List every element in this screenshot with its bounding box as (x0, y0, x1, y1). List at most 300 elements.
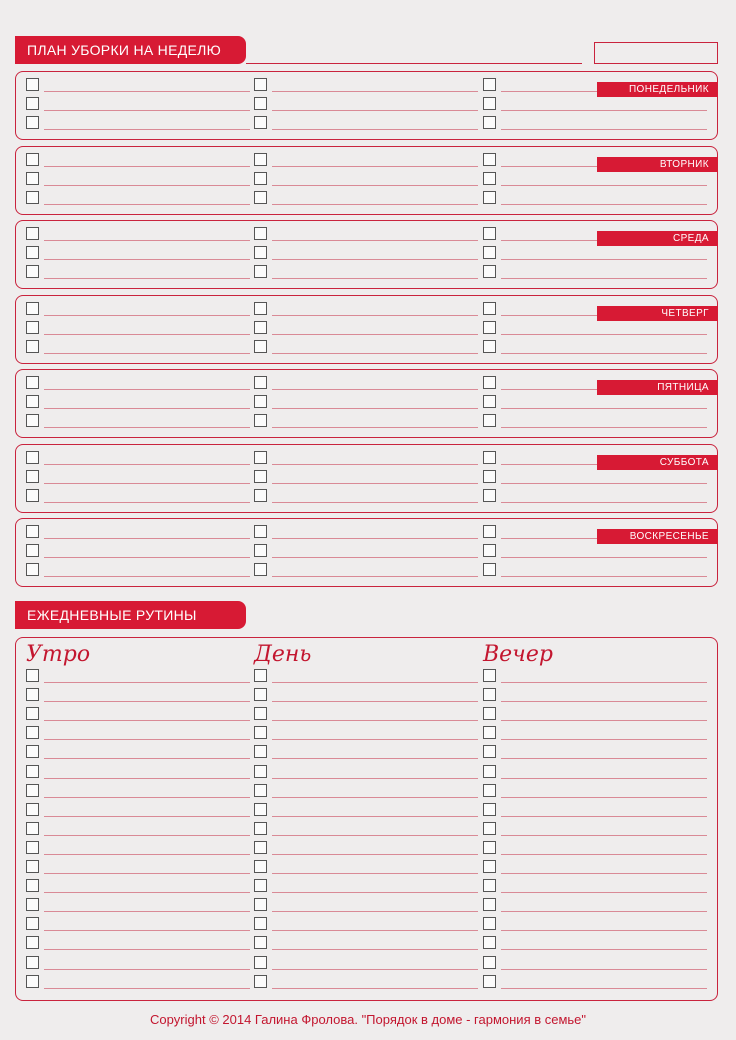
task-checkbox[interactable] (26, 765, 39, 778)
task-checkbox[interactable] (254, 97, 267, 110)
task-checkbox[interactable] (254, 191, 267, 204)
task-checkbox[interactable] (483, 97, 496, 110)
task-checkbox[interactable] (254, 489, 267, 502)
task-checkbox[interactable] (483, 172, 496, 185)
day-task-row (254, 395, 480, 410)
task-checkbox[interactable] (26, 544, 39, 557)
task-checkbox[interactable] (254, 563, 267, 576)
task-line[interactable] (44, 185, 250, 186)
day-task-row (26, 191, 252, 206)
day-task-row (26, 227, 252, 242)
task-line[interactable] (501, 949, 707, 950)
task-checkbox[interactable] (26, 302, 39, 315)
task-checkbox[interactable] (26, 669, 39, 682)
task-line[interactable] (44, 835, 250, 836)
task-line[interactable] (44, 389, 250, 390)
task-checkbox[interactable] (254, 340, 267, 353)
task-checkbox[interactable] (483, 917, 496, 930)
task-line[interactable] (44, 557, 250, 558)
day-task-row (26, 544, 252, 559)
task-checkbox[interactable] (254, 688, 267, 701)
routine-task-row (254, 707, 480, 722)
task-checkbox[interactable] (483, 116, 496, 129)
task-line[interactable] (501, 576, 707, 577)
task-line[interactable] (272, 240, 478, 241)
task-line[interactable] (272, 110, 478, 111)
task-line[interactable] (272, 483, 478, 484)
day-task-row (254, 376, 480, 391)
task-checkbox[interactable] (26, 376, 39, 389)
task-line[interactable] (44, 483, 250, 484)
day-task-row (254, 302, 480, 317)
task-line[interactable] (44, 464, 250, 465)
day-label: ПЯТНИЦА (597, 380, 718, 395)
task-checkbox[interactable] (26, 784, 39, 797)
task-line[interactable] (44, 259, 250, 260)
task-checkbox[interactable] (483, 451, 496, 464)
task-checkbox[interactable] (26, 707, 39, 720)
routine-task-row (254, 745, 480, 760)
task-line[interactable] (44, 427, 250, 428)
task-checkbox[interactable] (483, 489, 496, 502)
task-checkbox[interactable] (483, 707, 496, 720)
task-checkbox[interactable] (483, 803, 496, 816)
task-checkbox[interactable] (483, 563, 496, 576)
day-label: СУББОТА (597, 455, 718, 470)
routine-task-row (483, 726, 709, 741)
task-line[interactable] (272, 816, 478, 817)
task-checkbox[interactable] (254, 470, 267, 483)
task-line[interactable] (272, 91, 478, 92)
task-line[interactable] (272, 969, 478, 970)
routine-task-row (483, 688, 709, 703)
task-line[interactable] (44, 110, 250, 111)
task-line[interactable] (272, 538, 478, 539)
footer-copyright: Copyright © 2014 Галина Фролова. "Порядок в доме - гармония в семье" (149, 1012, 587, 1027)
task-line[interactable] (501, 854, 707, 855)
routine-task-row (483, 707, 709, 722)
task-checkbox[interactable] (254, 745, 267, 758)
task-checkbox[interactable] (254, 414, 267, 427)
task-line[interactable] (44, 758, 250, 759)
routine-task-row (483, 879, 709, 894)
task-line[interactable] (44, 778, 250, 779)
task-line[interactable] (501, 408, 707, 409)
routine-task-row (26, 936, 252, 951)
task-checkbox[interactable] (254, 451, 267, 464)
task-checkbox[interactable] (254, 841, 267, 854)
task-line[interactable] (272, 427, 478, 428)
task-checkbox[interactable] (254, 879, 267, 892)
routine-task-row (26, 784, 252, 799)
task-line[interactable] (272, 259, 478, 260)
task-checkbox[interactable] (26, 841, 39, 854)
task-line[interactable] (44, 949, 250, 950)
task-line[interactable] (501, 204, 707, 205)
task-line[interactable] (272, 129, 478, 130)
task-checkbox[interactable] (483, 841, 496, 854)
task-line[interactable] (272, 682, 478, 683)
task-line[interactable] (44, 720, 250, 721)
task-line[interactable] (501, 720, 707, 721)
task-line[interactable] (44, 538, 250, 539)
task-line[interactable] (44, 576, 250, 577)
task-line[interactable] (501, 892, 707, 893)
task-checkbox[interactable] (254, 321, 267, 334)
task-checkbox[interactable] (26, 525, 39, 538)
task-checkbox[interactable] (483, 745, 496, 758)
task-checkbox[interactable] (26, 97, 39, 110)
task-line[interactable] (501, 185, 707, 186)
day-label: ВТОРНИК (597, 157, 718, 172)
task-line[interactable] (272, 797, 478, 798)
task-line[interactable] (501, 739, 707, 740)
task-checkbox[interactable] (483, 669, 496, 682)
task-line[interactable] (501, 797, 707, 798)
day-task-row (483, 321, 709, 336)
task-checkbox[interactable] (26, 726, 39, 739)
task-line[interactable] (44, 353, 250, 354)
task-checkbox[interactable] (26, 822, 39, 835)
task-checkbox[interactable] (26, 265, 39, 278)
task-checkbox[interactable] (26, 172, 39, 185)
task-line[interactable] (501, 873, 707, 874)
task-line[interactable] (44, 816, 250, 817)
day-task-row (26, 321, 252, 336)
date-box[interactable] (594, 42, 718, 64)
task-line[interactable] (272, 502, 478, 503)
task-checkbox[interactable] (254, 803, 267, 816)
task-checkbox[interactable] (26, 688, 39, 701)
task-checkbox[interactable] (483, 898, 496, 911)
task-line[interactable] (44, 701, 250, 702)
task-line[interactable] (272, 408, 478, 409)
task-checkbox[interactable] (483, 302, 496, 315)
day-task-row (254, 97, 480, 112)
day-task-row (254, 489, 480, 504)
task-line[interactable] (44, 240, 250, 241)
task-checkbox[interactable] (26, 451, 39, 464)
task-line[interactable] (501, 353, 707, 354)
task-line[interactable] (44, 797, 250, 798)
task-checkbox[interactable] (483, 414, 496, 427)
routine-task-row (254, 898, 480, 913)
task-checkbox[interactable] (26, 246, 39, 259)
task-line[interactable] (501, 969, 707, 970)
task-line[interactable] (272, 185, 478, 186)
task-line[interactable] (272, 334, 478, 335)
task-line[interactable] (501, 988, 707, 989)
task-line[interactable] (501, 682, 707, 683)
day-task-row (26, 525, 252, 540)
task-line[interactable] (272, 739, 478, 740)
routine-task-row (483, 669, 709, 684)
task-line[interactable] (44, 334, 250, 335)
task-line[interactable] (501, 835, 707, 836)
task-checkbox[interactable] (483, 153, 496, 166)
task-checkbox[interactable] (483, 525, 496, 538)
day-task-row (26, 116, 252, 131)
task-checkbox[interactable] (483, 544, 496, 557)
task-line[interactable] (44, 930, 250, 931)
routine-task-row (26, 822, 252, 837)
day-task-row (26, 246, 252, 261)
task-line[interactable] (501, 129, 707, 130)
task-checkbox[interactable] (254, 78, 267, 91)
task-line[interactable] (272, 701, 478, 702)
task-checkbox[interactable] (483, 191, 496, 204)
task-line[interactable] (501, 259, 707, 260)
daily-routines-title (15, 601, 246, 629)
routine-task-row (26, 803, 252, 818)
routine-task-row (254, 956, 480, 971)
task-line[interactable] (272, 464, 478, 465)
routine-task-row (26, 669, 252, 684)
task-checkbox[interactable] (483, 860, 496, 873)
task-checkbox[interactable] (483, 227, 496, 240)
task-checkbox[interactable] (26, 489, 39, 502)
task-line[interactable] (501, 758, 707, 759)
day-task-row (483, 340, 709, 355)
task-line[interactable] (501, 816, 707, 817)
task-line[interactable] (44, 988, 250, 989)
task-line[interactable] (272, 778, 478, 779)
task-checkbox[interactable] (26, 470, 39, 483)
day-label: СРЕДА (597, 231, 718, 246)
task-checkbox[interactable] (26, 227, 39, 240)
task-checkbox[interactable] (26, 321, 39, 334)
day-label: ЧЕТВЕРГ (597, 306, 718, 321)
day-task-row (254, 153, 480, 168)
task-checkbox[interactable] (483, 956, 496, 969)
task-line[interactable] (272, 930, 478, 931)
task-line[interactable] (44, 873, 250, 874)
task-line[interactable] (272, 911, 478, 912)
task-line[interactable] (272, 557, 478, 558)
task-checkbox[interactable] (254, 153, 267, 166)
task-line[interactable] (44, 408, 250, 409)
task-line[interactable] (44, 682, 250, 683)
task-checkbox[interactable] (254, 726, 267, 739)
task-checkbox[interactable] (254, 302, 267, 315)
routine-heading-evening: Вечер (483, 642, 553, 667)
task-line[interactable] (272, 758, 478, 759)
task-checkbox[interactable] (483, 879, 496, 892)
task-checkbox[interactable] (254, 822, 267, 835)
task-line[interactable] (272, 389, 478, 390)
day-task-row (26, 489, 252, 504)
day-task-row (483, 97, 709, 112)
task-line[interactable] (501, 930, 707, 931)
routine-task-row (483, 956, 709, 971)
task-line[interactable] (501, 427, 707, 428)
task-line[interactable] (44, 129, 250, 130)
task-checkbox[interactable] (26, 745, 39, 758)
task-checkbox[interactable] (26, 414, 39, 427)
task-checkbox[interactable] (254, 765, 267, 778)
task-checkbox[interactable] (483, 246, 496, 259)
day-task-row (254, 563, 480, 578)
task-checkbox[interactable] (26, 975, 39, 988)
task-line[interactable] (272, 988, 478, 989)
task-line[interactable] (272, 892, 478, 893)
task-checkbox[interactable] (483, 975, 496, 988)
task-checkbox[interactable] (483, 784, 496, 797)
task-line[interactable] (501, 557, 707, 558)
task-checkbox[interactable] (254, 917, 267, 930)
routine-task-row (483, 936, 709, 951)
task-checkbox[interactable] (254, 544, 267, 557)
task-checkbox[interactable] (26, 153, 39, 166)
task-line[interactable] (272, 835, 478, 836)
weekly-plan-title-text: ПЛАН УБОРКИ НА НЕДЕЛЮ (27, 42, 222, 58)
task-line[interactable] (44, 91, 250, 92)
task-line[interactable] (44, 739, 250, 740)
task-line[interactable] (272, 949, 478, 950)
day-panel (15, 295, 718, 364)
task-checkbox[interactable] (254, 860, 267, 873)
task-line[interactable] (501, 278, 707, 279)
task-checkbox[interactable] (483, 765, 496, 778)
task-checkbox[interactable] (26, 395, 39, 408)
task-checkbox[interactable] (483, 321, 496, 334)
task-checkbox[interactable] (254, 395, 267, 408)
routine-task-row (254, 726, 480, 741)
routine-task-row (483, 745, 709, 760)
day-task-row (483, 172, 709, 187)
day-task-row (483, 544, 709, 559)
task-checkbox[interactable] (26, 936, 39, 949)
task-line[interactable] (44, 204, 250, 205)
task-checkbox[interactable] (254, 525, 267, 538)
task-line[interactable] (44, 892, 250, 893)
day-task-row (26, 302, 252, 317)
task-line[interactable] (272, 278, 478, 279)
routine-task-row (483, 803, 709, 818)
task-line[interactable] (272, 873, 478, 874)
task-line[interactable] (501, 483, 707, 484)
day-task-row (483, 191, 709, 206)
task-line[interactable] (501, 911, 707, 912)
routine-task-row (26, 898, 252, 913)
task-checkbox[interactable] (26, 956, 39, 969)
daily-routines-panel (15, 637, 718, 1001)
task-checkbox[interactable] (26, 78, 39, 91)
day-task-row (483, 265, 709, 280)
day-task-row (26, 376, 252, 391)
task-line[interactable] (272, 854, 478, 855)
task-checkbox[interactable] (483, 265, 496, 278)
task-checkbox[interactable] (254, 898, 267, 911)
task-line[interactable] (272, 720, 478, 721)
day-task-row (254, 246, 480, 261)
task-line[interactable] (272, 315, 478, 316)
task-checkbox[interactable] (26, 917, 39, 930)
task-line[interactable] (44, 502, 250, 503)
routine-task-row (254, 917, 480, 932)
routine-task-row (483, 765, 709, 780)
title-underline (246, 63, 582, 64)
task-line[interactable] (272, 204, 478, 205)
task-checkbox[interactable] (483, 376, 496, 389)
task-line[interactable] (501, 110, 707, 111)
day-task-row (26, 153, 252, 168)
task-line[interactable] (44, 278, 250, 279)
task-checkbox[interactable] (254, 265, 267, 278)
task-checkbox[interactable] (483, 936, 496, 949)
task-checkbox[interactable] (483, 688, 496, 701)
day-panel (15, 369, 718, 438)
routine-task-row (254, 975, 480, 990)
task-checkbox[interactable] (254, 227, 267, 240)
task-checkbox[interactable] (254, 956, 267, 969)
task-line[interactable] (501, 502, 707, 503)
day-task-row (254, 78, 480, 93)
day-task-row (254, 470, 480, 485)
task-checkbox[interactable] (26, 340, 39, 353)
task-checkbox[interactable] (483, 822, 496, 835)
task-checkbox[interactable] (254, 376, 267, 389)
day-task-row (483, 489, 709, 504)
task-checkbox[interactable] (26, 860, 39, 873)
task-checkbox[interactable] (254, 172, 267, 185)
day-task-row (483, 470, 709, 485)
routine-task-row (254, 936, 480, 951)
task-line[interactable] (501, 701, 707, 702)
day-task-row (26, 451, 252, 466)
task-checkbox[interactable] (483, 395, 496, 408)
task-line[interactable] (44, 969, 250, 970)
task-checkbox[interactable] (254, 246, 267, 259)
task-line[interactable] (272, 353, 478, 354)
task-checkbox[interactable] (26, 563, 39, 576)
task-checkbox[interactable] (483, 340, 496, 353)
day-task-row (254, 544, 480, 559)
task-checkbox[interactable] (254, 116, 267, 129)
task-checkbox[interactable] (254, 936, 267, 949)
task-checkbox[interactable] (26, 879, 39, 892)
task-checkbox[interactable] (483, 726, 496, 739)
routine-task-row (26, 917, 252, 932)
task-checkbox[interactable] (254, 975, 267, 988)
task-line[interactable] (501, 778, 707, 779)
task-checkbox[interactable] (26, 803, 39, 816)
day-task-row (254, 321, 480, 336)
task-checkbox[interactable] (483, 470, 496, 483)
routine-task-row (254, 688, 480, 703)
task-line[interactable] (44, 854, 250, 855)
task-checkbox[interactable] (254, 707, 267, 720)
task-line[interactable] (272, 576, 478, 577)
task-line[interactable] (272, 166, 478, 167)
routine-task-row (26, 707, 252, 722)
day-task-row (26, 172, 252, 187)
task-line[interactable] (44, 911, 250, 912)
task-checkbox[interactable] (254, 784, 267, 797)
task-line[interactable] (44, 166, 250, 167)
routine-heading-morning: Утро (26, 642, 91, 667)
task-line[interactable] (44, 315, 250, 316)
task-checkbox[interactable] (483, 78, 496, 91)
task-checkbox[interactable] (26, 116, 39, 129)
day-panel (15, 220, 718, 289)
task-checkbox[interactable] (26, 898, 39, 911)
routine-task-row (26, 688, 252, 703)
task-checkbox[interactable] (254, 669, 267, 682)
task-checkbox[interactable] (26, 191, 39, 204)
task-line[interactable] (501, 334, 707, 335)
routine-task-row (483, 975, 709, 990)
